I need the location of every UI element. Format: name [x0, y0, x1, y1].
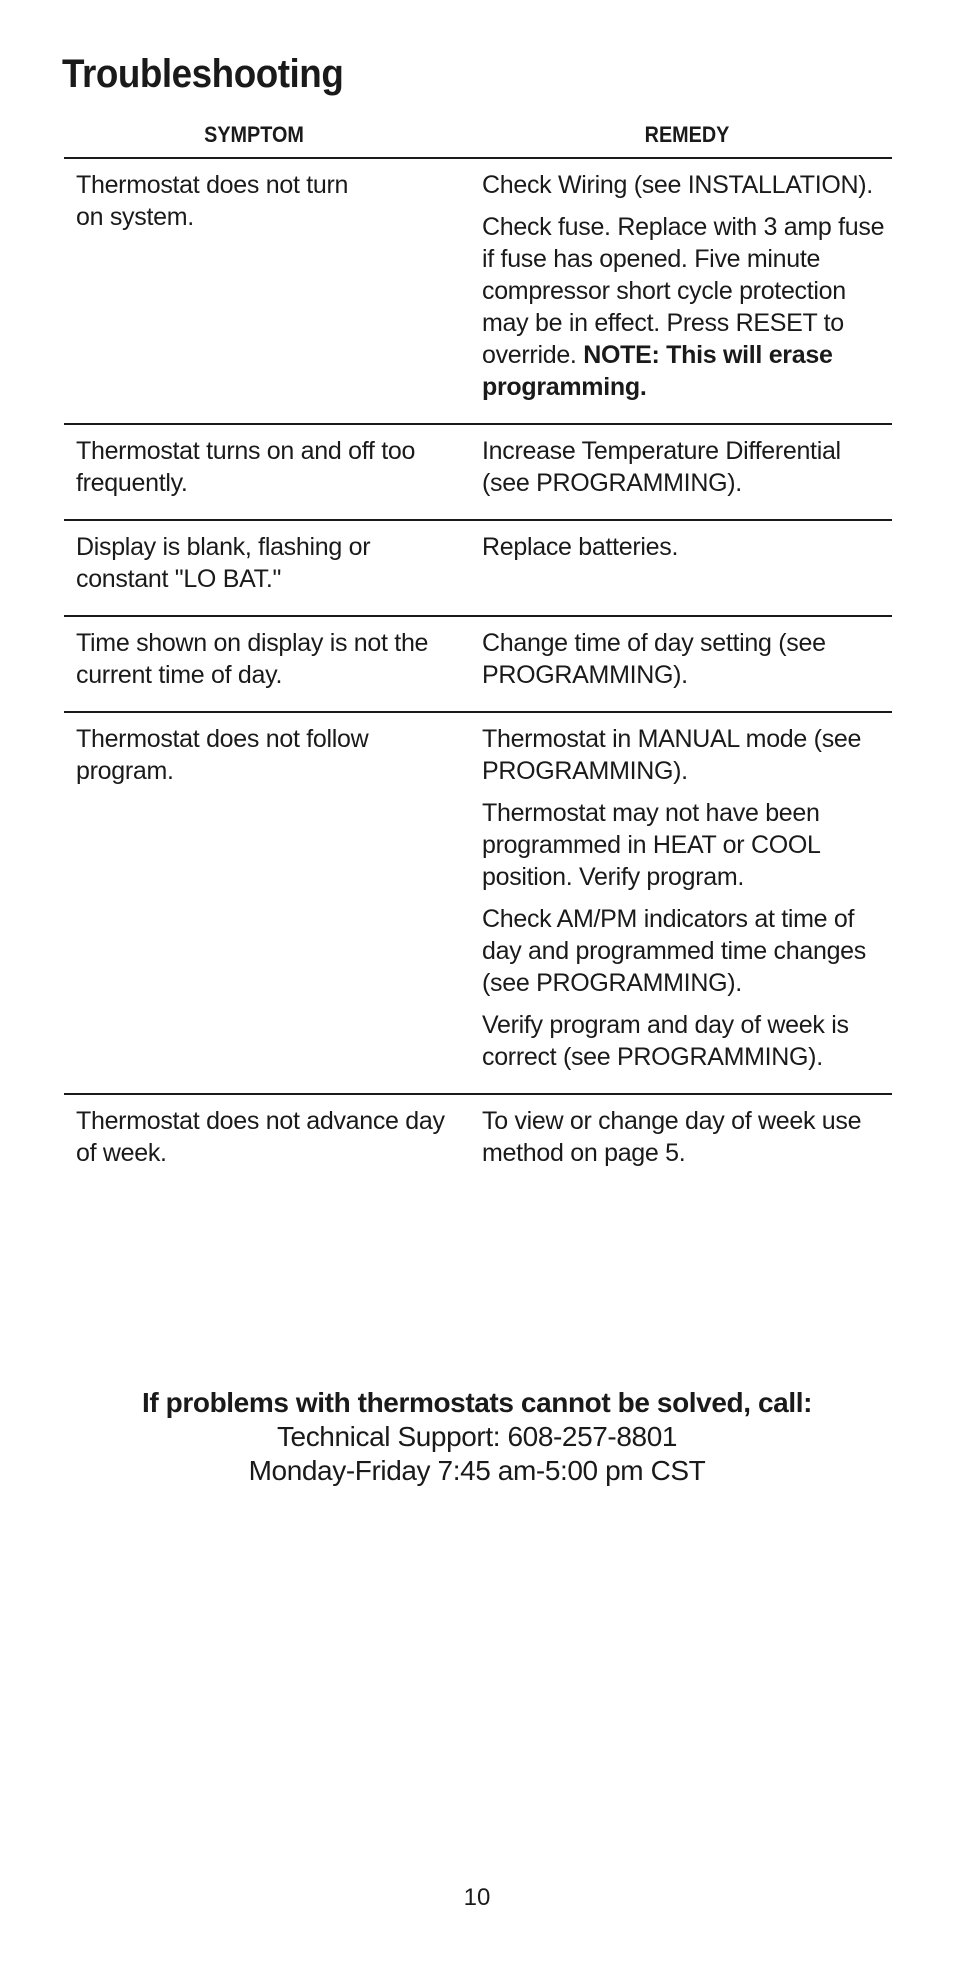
remedy-column-header: REMEDY [644, 122, 730, 147]
remedy-text: To view or change day of week use method on page 5. [482, 1107, 862, 1167]
remedy-paragraph [482, 1009, 892, 1073]
table-row [64, 711, 892, 1093]
table-row [64, 157, 892, 423]
remedy-paragraph [482, 531, 892, 563]
support-hours: Monday-Friday 7:45 am-5:00 pm CST [248, 1455, 706, 1486]
symptom-line: on system. [76, 203, 194, 231]
symptom-column-header: SYMPTOM [204, 122, 304, 147]
symptom-cell [64, 531, 482, 595]
symptom-line: Thermostat does not turn [76, 171, 349, 199]
troubleshooting-table [64, 157, 892, 1179]
remedy-paragraph [482, 435, 892, 499]
remedy-paragraph [482, 1105, 892, 1169]
remedy-cell [482, 531, 892, 595]
symptom-line: Time shown on display is not the [76, 629, 429, 657]
symptom-cell [64, 1105, 482, 1169]
symptom-line: constant "LO BAT." [76, 565, 282, 593]
remedy-text: Verify program and day of week is correct (see PROGRAMMING). [482, 1011, 849, 1071]
remedy-cell [482, 627, 892, 691]
symptom-line: Display is blank, flashing or [76, 533, 371, 561]
symptom-cell [64, 169, 482, 403]
remedy-text: Replace batteries. [482, 533, 679, 561]
remedy-paragraph [482, 627, 892, 691]
remedy-text: Check AM/PM indicators at time of day and programmed time changes (see PROGRAMMING). [482, 905, 866, 997]
remedy-paragraph [482, 723, 892, 787]
support-block [0, 1386, 954, 1488]
symptom-line: current time of day. [76, 661, 283, 689]
remedy-text: Check fuse. Replace with 3 amp fuse if fuse has opened. Five minute compressor short cycle protection may be in effect. Press RESET to override. [482, 213, 885, 369]
remedy-paragraph [482, 903, 892, 999]
remedy-text: Change time of day setting (see PROGRAMMING). [482, 629, 826, 689]
page-number: 10 [463, 1884, 491, 1911]
remedy-text: Increase Temperature Differential (see PROGRAMMING). [482, 437, 841, 497]
remedy-text: Thermostat in MANUAL mode (see PROGRAMMING). [482, 725, 862, 785]
remedy-cell [482, 435, 892, 499]
symptom-cell [64, 723, 482, 1073]
remedy-cell [482, 169, 892, 403]
symptom-line: frequently. [76, 469, 188, 497]
remedy-cell [482, 1105, 892, 1169]
remedy-text: Thermostat may not have been programmed in HEAT or COOL position. Verify program. [482, 799, 820, 891]
symptom-line: of week. [76, 1139, 167, 1167]
remedy-cell [482, 723, 892, 1073]
symptom-line: Thermostat turns on and off too [76, 437, 416, 465]
remedy-paragraph [482, 169, 892, 201]
remedy-paragraph [482, 797, 892, 893]
support-heading: If problems with thermostats cannot be solved, call: [142, 1387, 812, 1418]
symptom-line: program. [76, 757, 174, 785]
symptom-cell [64, 627, 482, 691]
remedy-note: NOTE: This will erase programming. [482, 341, 833, 401]
support-phone: Technical Support: 608-257-8801 [276, 1421, 678, 1452]
remedy-text: Check Wiring (see INSTALLATION). [482, 171, 873, 199]
page-title: Troubleshooting [62, 52, 344, 96]
remedy-paragraph [482, 211, 892, 403]
symptom-line: Thermostat does not advance day [76, 1107, 445, 1135]
table-row [64, 519, 892, 615]
table-row [64, 1093, 892, 1179]
symptom-line: Thermostat does not follow [76, 725, 369, 753]
table-row [64, 423, 892, 519]
table-row [64, 615, 892, 711]
symptom-cell [64, 435, 482, 499]
